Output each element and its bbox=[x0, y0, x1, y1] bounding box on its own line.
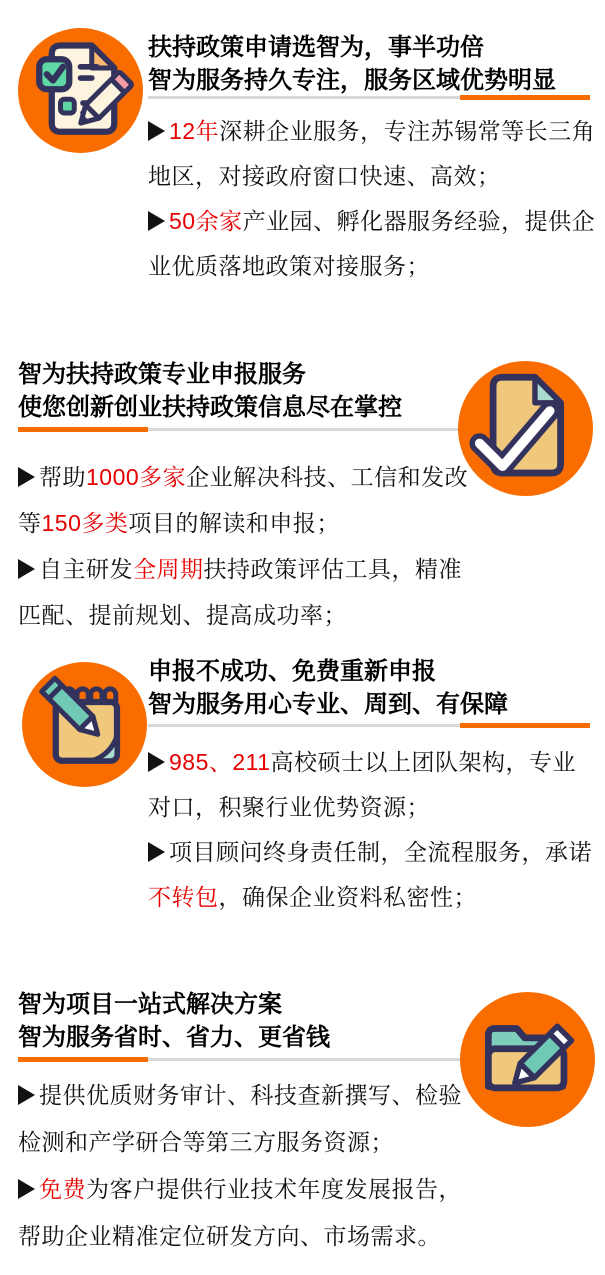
bullet-arrow-icon bbox=[148, 211, 165, 231]
bullet-highlight: 免费 bbox=[39, 1176, 86, 1202]
bullet-line bbox=[18, 1213, 462, 1260]
bullet-text: 业优质落地政策对接服务； bbox=[148, 253, 430, 279]
bullet-line bbox=[18, 1072, 462, 1119]
section-divider bbox=[18, 1058, 462, 1061]
notepad-pencil-icon bbox=[22, 662, 147, 787]
bullet-highlight: 1000多家 bbox=[86, 464, 187, 490]
divider-accent bbox=[460, 723, 590, 728]
divider-accent bbox=[18, 427, 148, 432]
bullet-text: 提供优质财务审计、科技查新撰写、检验 bbox=[39, 1082, 462, 1108]
bullet-text: 检测和产学研合等第三方服务资源； bbox=[18, 1129, 394, 1155]
heading-line: 智为项目一站式解决方案 bbox=[18, 991, 282, 1018]
section-bullets bbox=[148, 740, 592, 920]
bullet-text: 项目顾问终身责任制，全流程服务，承诺 bbox=[169, 839, 592, 865]
heading-line: 扶持政策申请选智为，事半功倍 bbox=[148, 34, 484, 61]
heading-line: 申报不成功、免费重新申报 bbox=[148, 658, 436, 685]
bullet-highlight: 50余家 bbox=[169, 208, 243, 234]
bullet-text: 产业园、孵化器服务经验，提供企 bbox=[242, 208, 596, 234]
divider-accent bbox=[460, 95, 590, 100]
section-heading bbox=[18, 358, 402, 424]
bullet-line bbox=[18, 500, 468, 546]
bullet-line bbox=[18, 1119, 462, 1166]
heading-line: 使您创新创业扶持政策信息尽在掌控 bbox=[18, 394, 402, 421]
bullet-text: 对口，积聚行业优势资源； bbox=[148, 794, 430, 820]
bullet-line bbox=[148, 785, 592, 830]
heading-line: 智为服务省时、省力、更省钱 bbox=[18, 1024, 330, 1051]
bullet-text: 帮助 bbox=[39, 464, 86, 490]
bullet-line bbox=[148, 154, 595, 199]
section-heading bbox=[148, 655, 508, 721]
bullet-line bbox=[148, 109, 595, 154]
section-bullets bbox=[148, 109, 595, 289]
bullet-text: 扶持政策评估工具，精准 bbox=[203, 556, 462, 582]
bullet-line bbox=[148, 740, 592, 785]
bullet-highlight: 985、211 bbox=[169, 749, 271, 775]
bullet-arrow-icon bbox=[18, 1085, 35, 1105]
bullet-text: 深耕企业服务，专注苏锡常等长三角 bbox=[219, 118, 596, 144]
bullet-text: 匹配、提前规划、提高成功率； bbox=[18, 602, 347, 628]
section-divider bbox=[148, 724, 590, 727]
bullet-line bbox=[18, 454, 468, 500]
section-heading bbox=[18, 988, 330, 1054]
bullet-highlight: 12年 bbox=[169, 118, 220, 144]
bullet-arrow-icon bbox=[148, 752, 165, 772]
section-divider bbox=[148, 96, 590, 99]
bullet-text: 自主研发 bbox=[39, 556, 133, 582]
bullet-text: 等 bbox=[18, 510, 42, 536]
divider-accent bbox=[18, 1057, 148, 1062]
bullet-highlight: 150多类 bbox=[41, 510, 129, 536]
bullet-text: 高校硕士以上团队架构，专业 bbox=[270, 749, 577, 775]
bullet-arrow-icon bbox=[18, 467, 35, 487]
bullet-line bbox=[18, 592, 468, 638]
heading-line: 智为服务持久专注，服务区域优势明显 bbox=[148, 67, 556, 94]
bullet-text: 企业解决科技、工信和发改 bbox=[186, 464, 469, 490]
bullet-text: 地区，对接政府窗口快速、高效； bbox=[148, 163, 501, 189]
checklist-pencil-icon bbox=[18, 28, 143, 153]
bullet-arrow-icon bbox=[18, 559, 35, 579]
bullet-text: 为客户提供行业技术年度发展报告， bbox=[86, 1176, 462, 1202]
bullet-line bbox=[148, 199, 595, 244]
bullet-highlight: 不转包 bbox=[148, 884, 219, 910]
bullet-line bbox=[148, 244, 595, 289]
document-check-icon bbox=[458, 361, 593, 496]
folder-pencil-icon bbox=[460, 992, 595, 1127]
folder-pencil-icon bbox=[460, 992, 595, 1127]
notepad-pencil-icon bbox=[22, 662, 147, 787]
heading-line: 智为扶持政策专业申报服务 bbox=[18, 361, 306, 388]
section-bullets bbox=[18, 454, 468, 638]
heading-line: 智为服务用心专业、周到、有保障 bbox=[148, 691, 508, 718]
bullet-arrow-icon bbox=[148, 121, 165, 141]
bullet-arrow-icon bbox=[18, 1179, 35, 1199]
section-heading bbox=[148, 31, 556, 97]
document-check-icon bbox=[458, 361, 593, 496]
bullet-text: ，确保企业资料私密性； bbox=[218, 884, 477, 910]
bullet-highlight: 全周期 bbox=[133, 556, 204, 582]
bullet-line bbox=[18, 1166, 462, 1213]
bullet-line bbox=[148, 875, 592, 920]
checklist-pencil-icon bbox=[18, 28, 143, 153]
bullet-line bbox=[18, 546, 468, 592]
bullet-arrow-icon bbox=[148, 842, 165, 862]
section-divider bbox=[18, 428, 462, 431]
bullet-line bbox=[148, 830, 592, 875]
bullet-text: 项目的解读和申报； bbox=[128, 510, 340, 536]
bullet-text: 帮助企业精准定位研发方向、市场需求。 bbox=[18, 1223, 441, 1249]
section-bullets bbox=[18, 1072, 462, 1260]
